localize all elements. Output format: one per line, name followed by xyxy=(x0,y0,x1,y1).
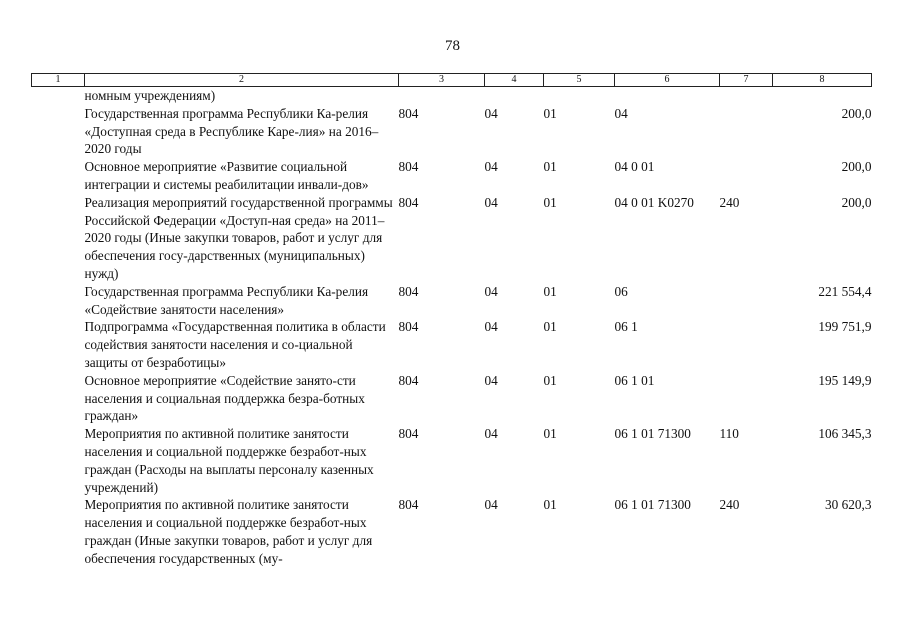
expense-name-cell: Подпрограмма «Государственная политика в области содействия занятости населения и со-циальной защиты от безработицы» xyxy=(84,319,386,370)
amount-cell: 195 149,9 xyxy=(818,372,872,388)
amount-cell: 200,0 xyxy=(841,105,872,121)
header-row xyxy=(32,74,872,87)
row-number-cell xyxy=(32,87,85,105)
subsection-code-cell: 01 xyxy=(543,194,557,210)
subsection-code-cell: 01 xyxy=(543,159,557,175)
expense-name-cell: Основное мероприятие «Развитие социальной интеграции и системы реабилитации инвали-дов» xyxy=(84,159,369,192)
subsection-code-cell: 01 xyxy=(543,372,557,388)
department-code-cell: 804 xyxy=(398,159,419,175)
amount-cell: 106 345,3 xyxy=(818,426,872,442)
subsection-code-cell: 01 xyxy=(543,319,557,335)
section-code-cell: 04 xyxy=(484,319,498,335)
table-row xyxy=(32,283,872,319)
row-number-cell xyxy=(32,194,85,283)
amount-cell: 221 554,4 xyxy=(818,283,872,299)
table-row xyxy=(32,496,872,567)
department-code-cell: 804 xyxy=(398,426,419,442)
expense-type-code-cell: 110 xyxy=(719,426,739,442)
row-number-cell xyxy=(32,425,85,496)
section-code-cell: 04 xyxy=(484,283,498,299)
row-number-cell xyxy=(32,318,85,371)
expense-type-code-cell xyxy=(720,158,773,194)
subsection-code-cell: 01 xyxy=(543,426,557,442)
section-code-cell: 04 xyxy=(484,194,498,210)
expense-type-code-cell: 240 xyxy=(719,194,740,210)
column-header-6: 6 xyxy=(615,74,720,87)
target-item-code-cell xyxy=(615,87,720,105)
amount-cell: 199 751,9 xyxy=(818,319,872,335)
department-code-cell: 804 xyxy=(398,283,419,299)
department-code-cell: 804 xyxy=(398,319,419,335)
column-header-8: 8 xyxy=(773,74,872,87)
department-code-cell xyxy=(399,87,485,105)
row-number-cell xyxy=(32,105,85,158)
expense-name-cell: Мероприятия по активной политике занятости населения и социальной поддержке безработ-ных граждан (Расходы на выплаты персоналу казенных учреждений) xyxy=(84,426,374,495)
expense-name-cell: Государственная программа Республики Ка-релия «Содействие занятости населения» xyxy=(84,283,369,317)
column-header-5: 5 xyxy=(544,74,615,87)
row-number-cell xyxy=(32,496,85,567)
table-row xyxy=(32,372,872,425)
amount-cell: 200,0 xyxy=(841,159,872,175)
section-code-cell: 04 xyxy=(484,497,498,513)
target-item-code-cell: 06 xyxy=(614,283,628,299)
row-number-cell xyxy=(32,372,85,425)
page-number: 78 xyxy=(445,38,460,54)
department-code-cell: 804 xyxy=(398,372,419,388)
column-header-2: 2 xyxy=(85,74,399,87)
expense-type-code-cell xyxy=(720,283,773,319)
target-item-code-cell: 04 xyxy=(614,105,628,121)
column-header-3: 3 xyxy=(399,74,485,87)
department-code-cell: 804 xyxy=(398,194,419,210)
row-number-cell xyxy=(32,283,85,319)
column-header-7: 7 xyxy=(720,74,773,87)
row-number-cell xyxy=(32,158,85,194)
amount-cell xyxy=(773,87,872,105)
table-row xyxy=(32,87,872,105)
department-code-cell: 804 xyxy=(398,105,419,121)
target-item-code-cell: 06 1 01 71300 xyxy=(614,497,691,513)
target-item-code-cell: 06 1 xyxy=(614,319,638,335)
table-row xyxy=(32,194,872,283)
expense-type-code-cell xyxy=(720,105,773,158)
department-code-cell: 804 xyxy=(398,497,419,513)
table-row xyxy=(32,158,872,194)
expense-type-code-cell xyxy=(720,372,773,425)
amount-cell: 200,0 xyxy=(841,194,872,210)
expense-type-code-cell: 240 xyxy=(719,497,740,513)
section-code-cell: 04 xyxy=(484,426,498,442)
subsection-code-cell xyxy=(544,87,615,105)
subsection-code-cell: 01 xyxy=(543,105,557,121)
target-item-code-cell: 06 1 01 71300 xyxy=(614,426,691,442)
section-code-cell: 04 xyxy=(484,105,498,121)
amount-cell: 30 620,3 xyxy=(824,497,872,513)
expense-name-cell: Мероприятия по активной политике занятости населения и социальной поддержке безработ-ных граждан (Иные закупки товаров, работ и услуг для обеспечения государственных (му- xyxy=(84,497,373,566)
table-row xyxy=(32,105,872,158)
table-row xyxy=(32,425,872,496)
section-code-cell xyxy=(485,87,544,105)
expense-name-cell: Государственная программа Республики Ка-релия «Доступная среда в Республике Каре-лия» на 2016–2020 годы xyxy=(84,105,379,157)
subsection-code-cell: 01 xyxy=(543,283,557,299)
target-item-code-cell: 06 1 01 xyxy=(614,372,655,388)
expense-type-code-cell xyxy=(720,87,773,105)
expense-name-cell: номным учреждениям) xyxy=(84,88,216,103)
expense-name-cell: Реализация мероприятий государственной программы Российской Федерации «Доступ-ная среда» на 2011–2020 годы (Иные закупки товаров, работ и услуг для обеспечения госу-дарственных (муниципальных) нужд) xyxy=(84,194,393,281)
budget-table xyxy=(31,73,872,568)
expense-name-cell: Основное мероприятие «Содействие занято-сти населения и социальная поддержка безра-ботных граждан» xyxy=(84,372,365,424)
section-code-cell: 04 xyxy=(484,372,498,388)
table-row xyxy=(32,318,872,371)
target-item-code-cell: 04 0 01 K0270 xyxy=(614,194,694,210)
section-code-cell: 04 xyxy=(484,159,498,175)
target-item-code-cell: 04 0 01 xyxy=(614,159,655,175)
column-header-4: 4 xyxy=(485,74,544,87)
subsection-code-cell: 01 xyxy=(543,497,557,513)
column-header-1: 1 xyxy=(32,74,85,87)
expense-type-code-cell xyxy=(720,318,773,371)
